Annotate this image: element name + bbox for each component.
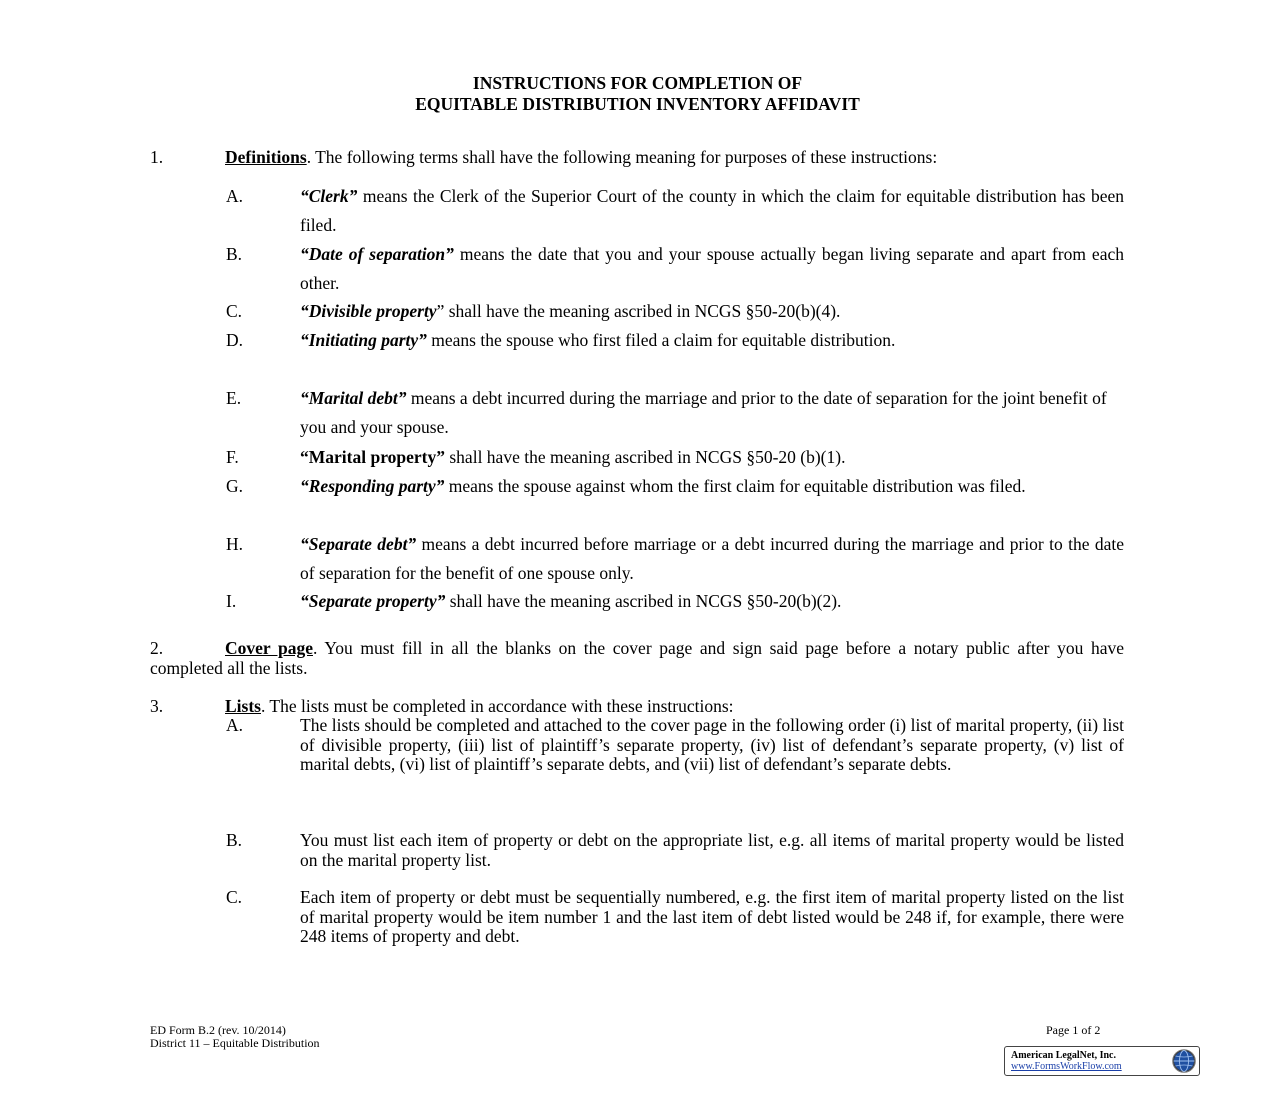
definition-item — [226, 182, 1124, 240]
item-text: Each item of property or debt must be sequentially numbered, e.g. the first item of marital property listed on the list of marital property would be item number 1 and the last item of debt listed would be 248 if, for example, there were 248 items of property and debt. — [300, 887, 1124, 946]
term: “Separate debt” — [300, 534, 417, 554]
item-letter: H. — [226, 534, 244, 554]
item-letter: B. — [226, 830, 243, 850]
list-instruction-item — [226, 888, 1124, 947]
page-number: Page 1 of 2 — [1046, 1023, 1101, 1037]
term: “Marital debt” — [300, 388, 407, 408]
title-line-1: INSTRUCTIONS FOR COMPLETION OF — [472, 73, 803, 93]
term: “Marital property” — [300, 447, 445, 467]
definition-item — [226, 326, 1124, 355]
definition-text: means the spouse who first filed a claim for equitable distribution. — [426, 330, 896, 350]
form-id: ED Form B.2 (rev. 10/2014) — [150, 1023, 286, 1037]
item-letter: C. — [226, 887, 243, 907]
item-letter: F. — [226, 447, 239, 467]
term: “Clerk” — [300, 186, 358, 206]
term: “Responding party” — [300, 476, 445, 496]
section-2-cover-page — [150, 639, 1124, 678]
district-label: District 11 – Equitable Distribution — [150, 1036, 320, 1050]
item-text: You must list each item of property or debt on the appropriate list, e.g. all items of marital property would be listed on the marital property list. — [300, 830, 1124, 870]
item-letter: A. — [226, 186, 244, 206]
american-legalnet-logo[interactable] — [1004, 1046, 1200, 1076]
definition-item — [226, 587, 1124, 616]
list-instruction-item — [226, 716, 1124, 775]
logo-url-link[interactable]: www.FormsWorkFlow.com — [1011, 1061, 1122, 1072]
item-letter: G. — [226, 476, 244, 496]
list-instruction-item — [226, 831, 1124, 870]
item-letter: A. — [226, 715, 244, 735]
term: “Date of separation” — [300, 244, 454, 264]
definition-text: means the date that you and your spouse actually began living separate and apart from each other. — [300, 244, 1124, 293]
definition-item — [226, 472, 1124, 501]
term: “Divisible property — [300, 301, 437, 321]
term: “Initiating party” — [300, 330, 427, 350]
section-text: . The lists must be completed in accordance with these instructions: — [260, 696, 734, 716]
definition-text: means the spouse against whom the first claim for equitable distribution was filed. — [444, 476, 1026, 496]
section-3-lists — [150, 697, 1124, 717]
definition-item — [226, 384, 1124, 442]
logo-name: American LegalNet, Inc. — [1011, 1050, 1116, 1061]
section-heading: Cover page — [225, 638, 313, 658]
definition-item — [226, 530, 1124, 588]
footer-left — [150, 1024, 320, 1050]
definition-item — [226, 443, 1124, 472]
item-text: The lists should be completed and attached to the cover page in the following order (i) list of marital property, (ii) list of divisible property, (iii) list of plaintiff’s separate property, (iv) list of defendant’s separate property, (v) list of marital debts, (vi) list of plaintiff’s separate debts, and (vii) list of defendant’s separate debts. — [300, 715, 1124, 774]
section-number: 3. — [150, 696, 164, 716]
definition-text: means a debt incurred during the marriage and prior to the date of separation for the joint benefit of you and your spouse. — [300, 388, 1107, 437]
item-letter: E. — [226, 388, 242, 408]
section-text: . You must fill in all the blanks on the cover page and sign said page before a notary public after you have completed all the lists. — [150, 638, 1125, 678]
definition-text: means a debt incurred before marriage or a debt incurred during the marriage and prior to the date of separation for the benefit of one spouse only. — [300, 534, 1124, 583]
definition-text: shall have the meaning ascribed in NCGS §50-20 (b)(1). — [445, 447, 846, 467]
section-heading: Definitions — [225, 147, 307, 167]
section-number: 2. — [150, 638, 164, 658]
item-letter: I. — [226, 591, 237, 611]
item-letter: B. — [226, 244, 243, 264]
section-1-intro — [150, 148, 1124, 168]
definition-text: means the Clerk of the Superior Court of the county in which the claim for equitable distribution has been filed. — [300, 186, 1124, 235]
definition-text: ” shall have the meaning ascribed in NCGS §50-20(b)(4). — [436, 301, 841, 321]
section-text: . The following terms shall have the following meaning for purposes of these instructions: — [306, 147, 938, 167]
definition-item — [226, 240, 1124, 298]
globe-icon — [1172, 1049, 1196, 1073]
section-number: 1. — [150, 147, 164, 167]
definition-text: shall have the meaning ascribed in NCGS §50-20(b)(2). — [445, 591, 842, 611]
title-line-2: EQUITABLE DISTRIBUTION INVENTORY AFFIDAVIT — [415, 94, 860, 114]
item-letter: D. — [226, 330, 244, 350]
item-letter: C. — [226, 301, 243, 321]
document-title — [0, 73, 1275, 115]
section-heading: Lists — [225, 696, 261, 716]
definition-item — [226, 297, 1124, 326]
term: “Separate property” — [300, 591, 446, 611]
